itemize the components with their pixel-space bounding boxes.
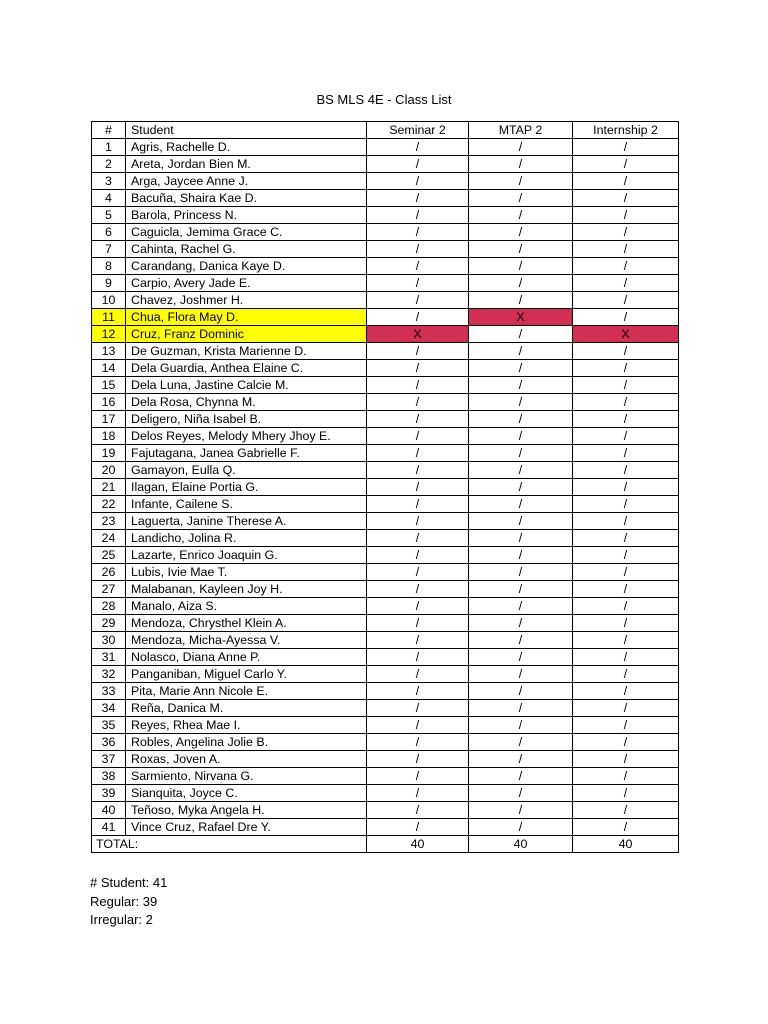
table-row bbox=[92, 564, 679, 581]
header-internship: Internship 2 bbox=[573, 122, 679, 139]
seminar-mark: / bbox=[367, 173, 469, 190]
student-number: 32 bbox=[92, 666, 126, 683]
mtap-mark: / bbox=[469, 496, 573, 513]
header-mtap: MTAP 2 bbox=[469, 122, 573, 139]
student-number: 4 bbox=[92, 190, 126, 207]
table-row bbox=[92, 598, 679, 615]
seminar-mark: / bbox=[367, 156, 469, 173]
mtap-mark: / bbox=[469, 207, 573, 224]
student-name: Mendoza, Micha-Ayessa V. bbox=[126, 632, 367, 649]
internship-mark: / bbox=[573, 683, 679, 700]
internship-mark: / bbox=[573, 224, 679, 241]
student-number: 31 bbox=[92, 649, 126, 666]
seminar-mark: / bbox=[367, 377, 469, 394]
irregular-count: Irregular: 2 bbox=[90, 912, 153, 927]
internship-mark: X bbox=[573, 326, 679, 343]
class-list-table bbox=[91, 121, 679, 853]
seminar-mark: / bbox=[367, 666, 469, 683]
mtap-mark: / bbox=[469, 700, 573, 717]
student-number: 6 bbox=[92, 224, 126, 241]
mtap-mark: / bbox=[469, 598, 573, 615]
seminar-mark: / bbox=[367, 224, 469, 241]
table-row bbox=[92, 292, 679, 309]
student-name: Carpio, Avery Jade E. bbox=[126, 275, 367, 292]
mtap-mark: / bbox=[469, 343, 573, 360]
internship-mark: / bbox=[573, 768, 679, 785]
seminar-mark: / bbox=[367, 139, 469, 156]
student-name: Reyes, Rhea Mae I. bbox=[126, 717, 367, 734]
table-row bbox=[92, 173, 679, 190]
internship-mark: / bbox=[573, 411, 679, 428]
mtap-mark: / bbox=[469, 275, 573, 292]
student-number: 29 bbox=[92, 615, 126, 632]
student-number: 12 bbox=[92, 326, 126, 343]
table-row bbox=[92, 751, 679, 768]
table-row bbox=[92, 581, 679, 598]
internship-mark: / bbox=[573, 632, 679, 649]
mtap-mark: / bbox=[469, 649, 573, 666]
table-row bbox=[92, 547, 679, 564]
student-number: 38 bbox=[92, 768, 126, 785]
internship-mark: / bbox=[573, 207, 679, 224]
internship-mark: / bbox=[573, 377, 679, 394]
student-name: Laguerta, Janine Therese A. bbox=[126, 513, 367, 530]
seminar-mark: / bbox=[367, 683, 469, 700]
table-row bbox=[92, 224, 679, 241]
student-number: 34 bbox=[92, 700, 126, 717]
internship-mark: / bbox=[573, 258, 679, 275]
student-name: Agris, Rachelle D. bbox=[126, 139, 367, 156]
internship-mark: / bbox=[573, 275, 679, 292]
student-name: Gamayon, Eulla Q. bbox=[126, 462, 367, 479]
table-row bbox=[92, 360, 679, 377]
student-number: 36 bbox=[92, 734, 126, 751]
student-number: 30 bbox=[92, 632, 126, 649]
table-row bbox=[92, 496, 679, 513]
mtap-mark: / bbox=[469, 683, 573, 700]
mtap-mark: / bbox=[469, 156, 573, 173]
table-row bbox=[92, 530, 679, 547]
table-row bbox=[92, 802, 679, 819]
header-seminar: Seminar 2 bbox=[367, 122, 469, 139]
student-name: Cahinta, Rachel G. bbox=[126, 241, 367, 258]
student-name: Roxas, Joven A. bbox=[126, 751, 367, 768]
seminar-mark: / bbox=[367, 768, 469, 785]
student-name: Fajutagana, Janea Gabrielle F. bbox=[126, 445, 367, 462]
mtap-mark: / bbox=[469, 394, 573, 411]
seminar-mark: / bbox=[367, 598, 469, 615]
seminar-mark: / bbox=[367, 394, 469, 411]
seminar-mark: / bbox=[367, 428, 469, 445]
student-number: 40 bbox=[92, 802, 126, 819]
student-number: 24 bbox=[92, 530, 126, 547]
mtap-mark: / bbox=[469, 258, 573, 275]
student-number: 33 bbox=[92, 683, 126, 700]
internship-mark: / bbox=[573, 751, 679, 768]
student-name: Malabanan, Kayleen Joy H. bbox=[126, 581, 367, 598]
seminar-mark: / bbox=[367, 479, 469, 496]
student-name: Pita, Marie Ann Nicole E. bbox=[126, 683, 367, 700]
student-name: Mendoza, Chrysthel Klein A. bbox=[126, 615, 367, 632]
student-name: Vince Cruz, Rafael Dre Y. bbox=[126, 819, 367, 836]
seminar-mark: / bbox=[367, 496, 469, 513]
table-row bbox=[92, 734, 679, 751]
student-name: Dela Rosa, Chynna M. bbox=[126, 394, 367, 411]
student-name: Infante, Cailene S. bbox=[126, 496, 367, 513]
student-name: Dela Guardia, Anthea Elaine C. bbox=[126, 360, 367, 377]
mtap-mark: / bbox=[469, 411, 573, 428]
student-name: Lubis, Ivie Mae T. bbox=[126, 564, 367, 581]
internship-mark: / bbox=[573, 479, 679, 496]
table-row bbox=[92, 649, 679, 666]
header-student: Student bbox=[126, 122, 367, 139]
header-number: # bbox=[92, 122, 126, 139]
table-row bbox=[92, 326, 679, 343]
student-number: 41 bbox=[92, 819, 126, 836]
mtap-mark: / bbox=[469, 785, 573, 802]
student-name: Barola, Princess N. bbox=[126, 207, 367, 224]
mtap-mark: / bbox=[469, 717, 573, 734]
student-number: 9 bbox=[92, 275, 126, 292]
mtap-mark: / bbox=[469, 819, 573, 836]
student-number: 15 bbox=[92, 377, 126, 394]
total-row bbox=[92, 836, 679, 853]
summary-block bbox=[90, 874, 167, 930]
table-row bbox=[92, 445, 679, 462]
internship-mark: / bbox=[573, 717, 679, 734]
total-label: TOTAL: bbox=[92, 836, 367, 853]
mtap-mark: / bbox=[469, 751, 573, 768]
seminar-mark: / bbox=[367, 785, 469, 802]
total-internship: 40 bbox=[573, 836, 679, 853]
student-number: 8 bbox=[92, 258, 126, 275]
student-number: 17 bbox=[92, 411, 126, 428]
mtap-mark: / bbox=[469, 479, 573, 496]
table-row bbox=[92, 343, 679, 360]
internship-mark: / bbox=[573, 309, 679, 326]
student-name: Areta, Jordan Bien M. bbox=[126, 156, 367, 173]
table-header-row bbox=[92, 122, 679, 139]
internship-mark: / bbox=[573, 819, 679, 836]
seminar-mark: / bbox=[367, 700, 469, 717]
table-row bbox=[92, 258, 679, 275]
mtap-mark: / bbox=[469, 666, 573, 683]
student-number: 28 bbox=[92, 598, 126, 615]
student-name: Robles, Angelina Jolie B. bbox=[126, 734, 367, 751]
student-name: Manalo, Aiza S. bbox=[126, 598, 367, 615]
table-row bbox=[92, 428, 679, 445]
table-row bbox=[92, 513, 679, 530]
student-name: Reña, Danica M. bbox=[126, 700, 367, 717]
internship-mark: / bbox=[573, 649, 679, 666]
internship-mark: / bbox=[573, 581, 679, 598]
internship-mark: / bbox=[573, 547, 679, 564]
internship-mark: / bbox=[573, 666, 679, 683]
table-row bbox=[92, 700, 679, 717]
internship-mark: / bbox=[573, 564, 679, 581]
mtap-mark: / bbox=[469, 547, 573, 564]
seminar-mark: / bbox=[367, 343, 469, 360]
student-name: Teñoso, Myka Angela H. bbox=[126, 802, 367, 819]
student-name: Sarmiento, Nirvana G. bbox=[126, 768, 367, 785]
internship-mark: / bbox=[573, 615, 679, 632]
student-number: 2 bbox=[92, 156, 126, 173]
seminar-mark: / bbox=[367, 632, 469, 649]
student-name: Ilagan, Elaine Portia G. bbox=[126, 479, 367, 496]
mtap-mark: / bbox=[469, 734, 573, 751]
mtap-mark: / bbox=[469, 564, 573, 581]
seminar-mark: / bbox=[367, 190, 469, 207]
table-row bbox=[92, 768, 679, 785]
seminar-mark: / bbox=[367, 207, 469, 224]
seminar-mark: / bbox=[367, 445, 469, 462]
student-number: 20 bbox=[92, 462, 126, 479]
mtap-mark: / bbox=[469, 513, 573, 530]
table-row bbox=[92, 411, 679, 428]
student-number: 13 bbox=[92, 343, 126, 360]
student-name: De Guzman, Krista Marienne D. bbox=[126, 343, 367, 360]
student-number: 16 bbox=[92, 394, 126, 411]
mtap-mark: / bbox=[469, 802, 573, 819]
student-name: Sianquita, Joyce C. bbox=[126, 785, 367, 802]
mtap-mark: / bbox=[469, 360, 573, 377]
internship-mark: / bbox=[573, 241, 679, 258]
internship-mark: / bbox=[573, 156, 679, 173]
internship-mark: / bbox=[573, 462, 679, 479]
mtap-mark: / bbox=[469, 581, 573, 598]
table-row bbox=[92, 666, 679, 683]
total-mtap: 40 bbox=[469, 836, 573, 853]
internship-mark: / bbox=[573, 343, 679, 360]
table-row bbox=[92, 139, 679, 156]
table-row bbox=[92, 785, 679, 802]
seminar-mark: / bbox=[367, 649, 469, 666]
mtap-mark: / bbox=[469, 377, 573, 394]
table-row bbox=[92, 190, 679, 207]
seminar-mark: / bbox=[367, 734, 469, 751]
seminar-mark: / bbox=[367, 411, 469, 428]
seminar-mark: X bbox=[367, 326, 469, 343]
table-row bbox=[92, 479, 679, 496]
student-number: 22 bbox=[92, 496, 126, 513]
student-count: # Student: 41 bbox=[90, 875, 168, 890]
student-number: 23 bbox=[92, 513, 126, 530]
seminar-mark: / bbox=[367, 462, 469, 479]
student-name: Dela Luna, Jastine Calcie M. bbox=[126, 377, 367, 394]
seminar-mark: / bbox=[367, 615, 469, 632]
seminar-mark: / bbox=[367, 275, 469, 292]
table-row bbox=[92, 819, 679, 836]
student-number: 5 bbox=[92, 207, 126, 224]
internship-mark: / bbox=[573, 734, 679, 751]
seminar-mark: / bbox=[367, 309, 469, 326]
seminar-mark: / bbox=[367, 360, 469, 377]
mtap-mark: / bbox=[469, 326, 573, 343]
mtap-mark: / bbox=[469, 241, 573, 258]
table-row bbox=[92, 394, 679, 411]
student-number: 7 bbox=[92, 241, 126, 258]
internship-mark: / bbox=[573, 190, 679, 207]
student-number: 19 bbox=[92, 445, 126, 462]
table-row bbox=[92, 683, 679, 700]
student-number: 21 bbox=[92, 479, 126, 496]
table-row bbox=[92, 462, 679, 479]
total-seminar: 40 bbox=[367, 836, 469, 853]
mtap-mark: / bbox=[469, 224, 573, 241]
student-name: Lazarte, Enrico Joaquin G. bbox=[126, 547, 367, 564]
mtap-mark: / bbox=[469, 139, 573, 156]
seminar-mark: / bbox=[367, 819, 469, 836]
student-number: 25 bbox=[92, 547, 126, 564]
student-name: Panganiban, Miguel Carlo Y. bbox=[126, 666, 367, 683]
student-number: 14 bbox=[92, 360, 126, 377]
internship-mark: / bbox=[573, 292, 679, 309]
student-name: Delos Reyes, Melody Mhery Jhoy E. bbox=[126, 428, 367, 445]
internship-mark: / bbox=[573, 598, 679, 615]
internship-mark: / bbox=[573, 173, 679, 190]
internship-mark: / bbox=[573, 445, 679, 462]
student-name: Deligero, Niña Isabel B. bbox=[126, 411, 367, 428]
table-row bbox=[92, 207, 679, 224]
student-number: 11 bbox=[92, 309, 126, 326]
mtap-mark: / bbox=[469, 530, 573, 547]
student-number: 27 bbox=[92, 581, 126, 598]
seminar-mark: / bbox=[367, 581, 469, 598]
internship-mark: / bbox=[573, 139, 679, 156]
table-row bbox=[92, 615, 679, 632]
student-name: Nolasco, Diana Anne P. bbox=[126, 649, 367, 666]
student-number: 37 bbox=[92, 751, 126, 768]
table-row bbox=[92, 632, 679, 649]
regular-count: Regular: 39 bbox=[90, 893, 158, 909]
student-name: Caguicla, Jemima Grace C. bbox=[126, 224, 367, 241]
seminar-mark: / bbox=[367, 547, 469, 564]
student-number: 26 bbox=[92, 564, 126, 581]
mtap-mark: / bbox=[469, 190, 573, 207]
seminar-mark: / bbox=[367, 802, 469, 819]
table-row bbox=[92, 309, 679, 326]
page-title: BS MLS 4E - Class List bbox=[316, 92, 452, 107]
student-name: Bacuña, Shaira Kae D. bbox=[126, 190, 367, 207]
internship-mark: / bbox=[573, 360, 679, 377]
internship-mark: / bbox=[573, 513, 679, 530]
mtap-mark: / bbox=[469, 173, 573, 190]
student-number: 35 bbox=[92, 717, 126, 734]
mtap-mark: / bbox=[469, 462, 573, 479]
student-name: Chavez, Joshmer H. bbox=[126, 292, 367, 309]
table-row bbox=[92, 717, 679, 734]
table-row bbox=[92, 377, 679, 394]
seminar-mark: / bbox=[367, 513, 469, 530]
internship-mark: / bbox=[573, 785, 679, 802]
mtap-mark: / bbox=[469, 615, 573, 632]
seminar-mark: / bbox=[367, 530, 469, 547]
internship-mark: / bbox=[573, 428, 679, 445]
student-number: 39 bbox=[92, 785, 126, 802]
student-name: Carandang, Danica Kaye D. bbox=[126, 258, 367, 275]
mtap-mark: / bbox=[469, 292, 573, 309]
table-row bbox=[92, 241, 679, 258]
table-row bbox=[92, 275, 679, 292]
student-name: Chua, Flora May D. bbox=[126, 309, 367, 326]
seminar-mark: / bbox=[367, 258, 469, 275]
student-number: 10 bbox=[92, 292, 126, 309]
mtap-mark: / bbox=[469, 768, 573, 785]
seminar-mark: / bbox=[367, 564, 469, 581]
table-row bbox=[92, 156, 679, 173]
mtap-mark: X bbox=[469, 309, 573, 326]
seminar-mark: / bbox=[367, 292, 469, 309]
student-number: 3 bbox=[92, 173, 126, 190]
seminar-mark: / bbox=[367, 717, 469, 734]
seminar-mark: / bbox=[367, 241, 469, 258]
internship-mark: / bbox=[573, 394, 679, 411]
internship-mark: / bbox=[573, 496, 679, 513]
mtap-mark: / bbox=[469, 445, 573, 462]
internship-mark: / bbox=[573, 700, 679, 717]
student-name: Landicho, Jolina R. bbox=[126, 530, 367, 547]
student-name: Arga, Jaycee Anne J. bbox=[126, 173, 367, 190]
mtap-mark: / bbox=[469, 632, 573, 649]
student-name: Cruz, Franz Dominic bbox=[126, 326, 367, 343]
student-number: 1 bbox=[92, 139, 126, 156]
internship-mark: / bbox=[573, 530, 679, 547]
seminar-mark: / bbox=[367, 751, 469, 768]
internship-mark: / bbox=[573, 802, 679, 819]
mtap-mark: / bbox=[469, 428, 573, 445]
student-number: 18 bbox=[92, 428, 126, 445]
